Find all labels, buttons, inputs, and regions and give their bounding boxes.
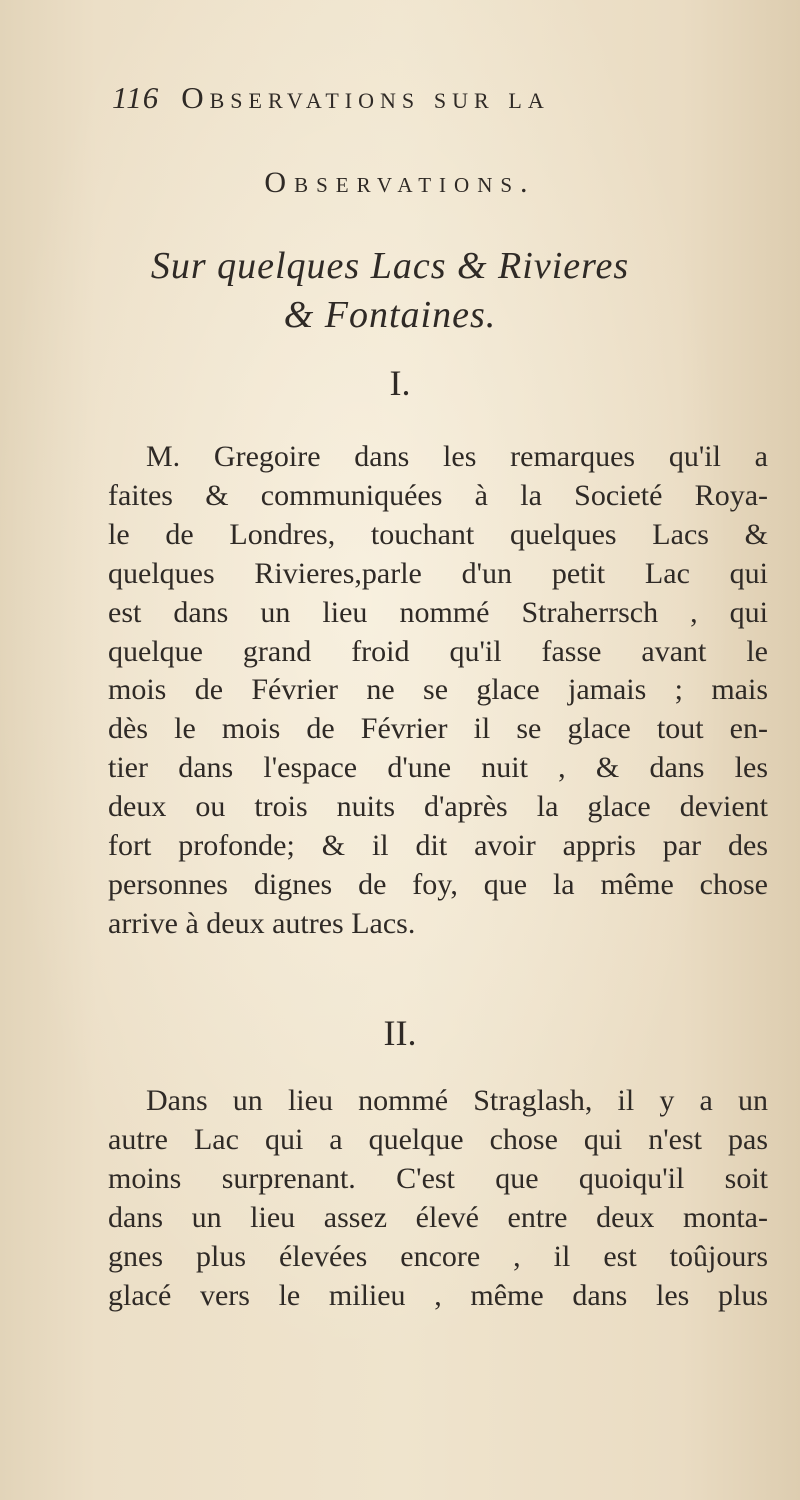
paragraph-line: arrive à deux autres Lacs. — [108, 906, 416, 940]
running-head — [112, 80, 712, 116]
subtitle-line-2: & Fontaines. — [283, 294, 497, 336]
paragraph-line: deux ou trois nuits d'après la glace devient — [108, 790, 768, 824]
page-number: 116 — [112, 80, 160, 115]
section-title: Observations. — [264, 166, 536, 199]
paragraph-line: dans un lieu assez élevé entre deux monta- — [108, 1200, 768, 1234]
paragraph-line: fort profonde; & il dit avoir appris par des — [108, 829, 768, 863]
paragraph-2 — [108, 1082, 768, 1315]
paragraph-line: dès le mois de Février il se glace tout en- — [108, 712, 768, 746]
paragraph-line: Dans un lieu nommé Straglash, il y a un — [146, 1084, 768, 1117]
section-numeral-1: I. — [389, 363, 411, 403]
paragraph-line: mois de Février ne se glace jamais ; mais — [108, 673, 768, 707]
paragraph-line: quelque grand froid qu'il fasse avant le — [108, 634, 768, 668]
paragraph-line: faites & communiquées à la Societé Roya- — [108, 478, 768, 512]
paragraph-1 — [108, 438, 768, 944]
paragraph-line: gnes plus élevées encore , il est toûjours — [108, 1239, 768, 1273]
paragraph-line: le de Londres, touchant quelques Lacs & — [108, 517, 768, 551]
section-numeral-2: II. — [383, 1013, 417, 1053]
running-head-title: Observations sur la — [181, 80, 550, 115]
paragraph-line: autre Lac qui a quelque chose qui n'est pas — [108, 1122, 768, 1156]
paragraph-line: moins surprenant. C'est que quoiqu'il soit — [108, 1161, 768, 1195]
paragraph-line: glacé vers le milieu , même dans les plus — [108, 1278, 768, 1312]
paragraph-line: est dans un lieu nommé Straherrsch , qui — [108, 595, 768, 629]
paragraph-line: M. Gregoire dans les remarques qu'il a — [146, 440, 768, 473]
paragraph-line: quelques Rivieres,parle d'un petit Lac qui — [108, 556, 768, 590]
paragraph-line: tier dans l'espace d'une nuit , & dans les — [108, 751, 768, 785]
paragraph-line: personnes dignes de foy, que la même chose — [108, 867, 768, 901]
subtitle-line-1: Sur quelques Lacs & Rivieres — [150, 245, 630, 287]
